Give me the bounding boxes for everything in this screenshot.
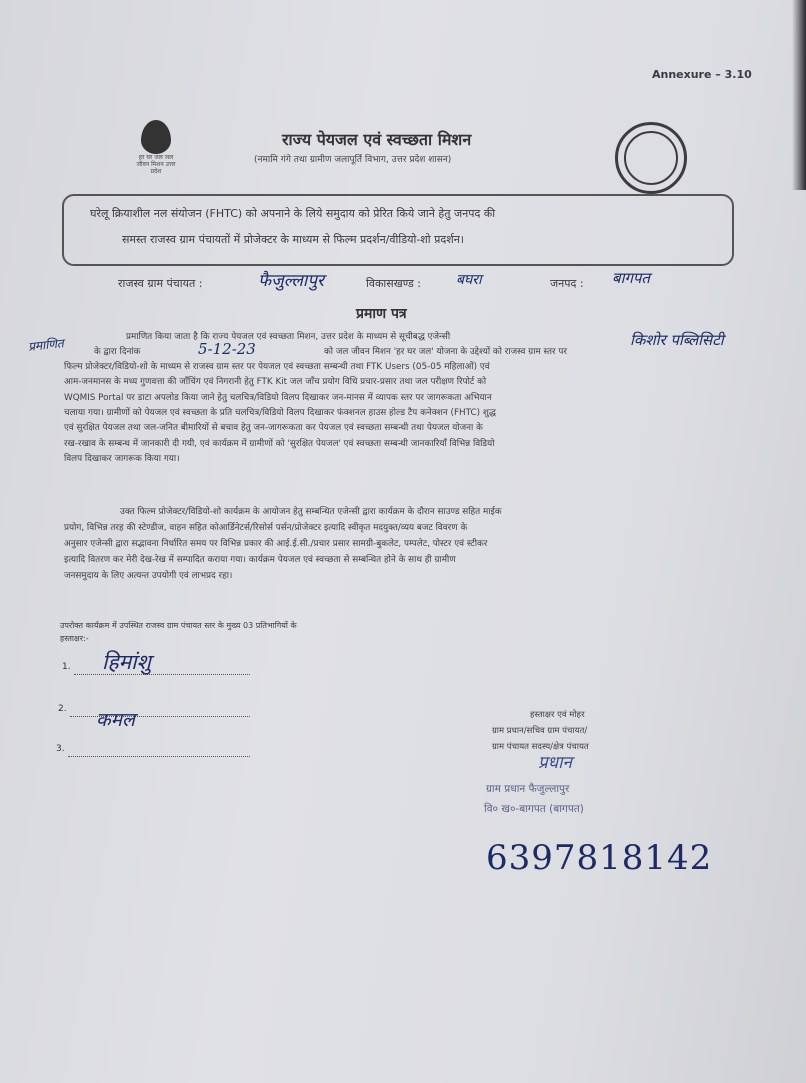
paragraph1-line-4: फिल्म प्रोजेक्टर/विडियो-शो के माध्यम से राजस्व ग्राम स्तर पर पेयजल एवं स्वच्छता सम्बन्धी तथा FTK Users (05-05 महिलाओं) एवं: [64, 362, 490, 372]
paragraph1-line-9: रख-रखाव के सम्बन्ध में जानकारी दी गयी, एवं कार्यक्रम में ग्रामीणों को 'सुरक्षित पेयजल' एवं स्वच्छता सम्बन्धी जानकारियाँ विभिन्न विडियो: [64, 439, 495, 449]
janpad-value: बागपत: [612, 269, 650, 287]
annexure-label: Annexure – 3.10: [652, 68, 752, 81]
sign-block-line-1: हस्ताक्षर एवं मोहर: [530, 710, 585, 720]
janpad-label: जनपद :: [550, 277, 584, 290]
signature-1: हिमांशु: [102, 650, 151, 674]
paragraph1-line-7: चलाया गया। ग्रामीणों को पेयजल एवं स्वच्छता के प्रति चलचित्र/विडियो विलप दिखाकर फंक्शनल हाउस होल्ड टैप कनेक्शन (FHTC) शुद्ध: [64, 408, 496, 418]
paragraph1-line-6: WQMIS Portal पर डाटा अपलोड किया जाने हेतु चलचित्र/विडियो विलप दिखाकर जन-मानस में व्यापक स्तर पर जागरूकता अभियान: [64, 393, 492, 403]
attendees-intro-line-1: उपरोक्त कार्यक्रम में उपस्थित राजस्व ग्राम पंचायत स्तर के मुख्य 03 प्रतिभागियों के: [60, 621, 297, 630]
paragraph2-line-3: अनुसार एजेन्सी द्वारा सद्भावना निर्धारित समय पर विभिन्न प्रकार की आई.ई.सी./प्रचार प्रसार सामग्री-बुकलेट, पम्पलेट, पोस्टर एवं स्टीकर: [64, 539, 488, 549]
program-description-box: [62, 194, 734, 266]
paragraph1-line-2: के द्वारा दिनांक: [94, 347, 141, 357]
stamp-line-2: वि० ख०-बागपत (बागपत): [484, 803, 584, 815]
program-date: 5-12-23: [198, 340, 256, 358]
paragraph2-line-4: इत्यादि वितरण कर मेरी देख-रेख में सम्पादित कराया गया। कार्यक्रम पेयजल एवं स्वच्छता से सम्बन्धित होने के साथ ही ग्रामीण: [64, 555, 456, 565]
logo-caption: हर घर जल जल जीवन मिशन उत्तर प्रदेश: [136, 154, 176, 175]
paragraph1-line-5: आम-जनमानस के मध्य गुणवत्ता की जाँचिंग एवं निगरानी हेतु FTK Kit जल जाँच प्रयोग विधि प्रचार-प्रसार तथा जल परीक्षण रिपोर्ट को: [64, 377, 487, 387]
signature-number-2: 2.: [58, 704, 67, 714]
paragraph1-line-10: विलप दिखाकर जागरूक किया गया।: [64, 454, 180, 464]
paragraph1-line-1: प्रमाणित किया जाता है कि राज्य पेयजल एवं स्वच्छता मिशन, उत्तर प्रदेश के माध्यम से सूचीबद्ध एजेन्सी: [126, 332, 451, 342]
signature-number-1: 1.: [62, 662, 71, 672]
water-drop-tap-icon: [141, 120, 171, 154]
seal-inner-ring: [624, 131, 678, 185]
phone-number: 6397818142: [486, 838, 713, 878]
sign-block-line-2: ग्राम प्रधान/सचिव ग्राम पंचायत/: [492, 726, 588, 736]
box-text-line-1: घरेलू क्रियाशील नल संयोजन (FHTC) को अपनाने के लिये समुदाय को प्रेरित किये जाने हेतु जनपद की: [90, 207, 496, 220]
paragraph1-line-8: एवं सुरक्षित पेयजल तथा जल-जनित बीमारियों से बचाव हेतु जन-जागरूकता कर पेयजल एवं स्वच्छता सम्बन्धी तथा पेयजल योजना के: [64, 423, 483, 433]
jal-jeevan-mission-logo: [132, 120, 180, 175]
signature-line-1: [74, 674, 250, 675]
signature-2: कमल: [96, 709, 135, 731]
paragraph2-line-2: प्रयोग, विभिन्न तरह की स्टेण्डीज, वाहन सहित कोआर्डिनेटर्स/रिसोर्स पर्सन/प्रोजेक्टर इत्यादि स्वीकृत मदयुक्त/व्यय बजट विवरण के: [64, 523, 468, 533]
gram-panchayat-value: फैजुल्लापुर: [258, 271, 324, 291]
gram-panchayat-label: राजस्व ग्राम पंचायत :: [118, 277, 203, 290]
header-title: राज्य पेयजल एवं स्वच्छता मिशन: [282, 130, 472, 149]
paragraph2-line-5: जनसमुदाय के लिए अत्यन्त उपयोगी एवं लाभप्रद रहा।: [64, 571, 233, 581]
up-government-seal-icon: [615, 122, 687, 194]
box-text-line-2: समस्त राजस्व ग्राम पंचायतों में प्रोजेक्टर के माध्यम से फिल्म प्रदर्शन/वीडियो-शो प्रदर्शन।: [122, 233, 464, 246]
signature-number-3: 3.: [56, 744, 65, 754]
stamp-line-1: ग्राम प्रधान फैजुल्लापुर: [486, 783, 570, 795]
pradhan-signature: प्रधान: [538, 753, 572, 773]
header-subtitle: (नमामि गंगे तथा ग्रामीण जलापूर्ति विभाग, उत्तर प्रदेश शासन): [254, 155, 452, 165]
margin-note: प्रमाणित: [27, 336, 65, 354]
signature-line-3: [68, 756, 250, 757]
sign-block-line-3: ग्राम पंचायत सदस्य/क्षेत्र पंचायत: [492, 742, 589, 752]
paragraph1-line-3: को जल जीवन मिशन 'हर घर जल' योजना के उद्देश्यों को राजस्व ग्राम स्तर पर: [324, 347, 567, 357]
document-title: प्रमाण पत्र: [356, 306, 407, 322]
attendees-intro-line-2: हस्ताक्षर:-: [60, 634, 89, 643]
vikaskhand-value: बघरा: [456, 272, 482, 288]
vikaskhand-label: विकासखण्ड :: [366, 277, 422, 290]
paragraph2-line-1: उक्त फिल्म प्रोजेक्टर/विडियो-शो कार्यक्रम के आयोजन हेतु सम्बन्धित एजेन्सी द्वारा कार्यक्रम के दौरान साउण्ड सहित माईक: [120, 507, 502, 517]
photo-background-edge: [792, 0, 806, 190]
agency-name: किशोर पब्लिसिटी: [630, 331, 724, 349]
